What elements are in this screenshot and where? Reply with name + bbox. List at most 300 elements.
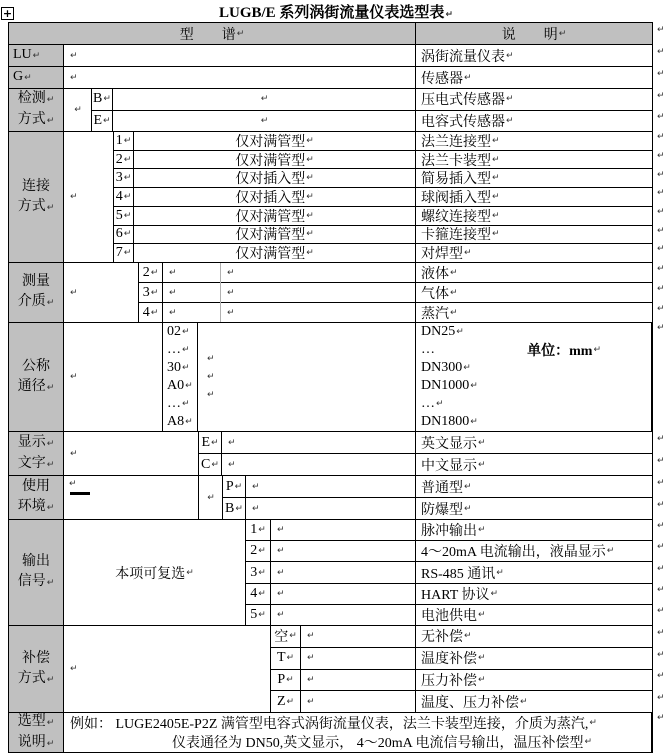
label-text: 使用 xyxy=(22,479,50,494)
code-text: 7 xyxy=(115,245,123,261)
paragraph-mark: ↵ xyxy=(70,287,78,298)
section-output xyxy=(9,520,652,626)
output-desc-col xyxy=(416,520,652,625)
paragraph-mark: ↵ xyxy=(207,390,215,400)
desc-text: DN25 xyxy=(421,324,456,339)
label-text: 方式 xyxy=(17,670,46,686)
code-text: 2 xyxy=(250,543,258,559)
desc-text: 无补偿 xyxy=(421,630,463,646)
paragraph-mark: ↵ xyxy=(252,503,260,514)
paragraph-mark: ↵ xyxy=(258,588,266,599)
code-text: 4 xyxy=(142,304,150,320)
desc-text: 中文显示 xyxy=(421,458,477,474)
paragraph-mark: ↵ xyxy=(258,525,266,536)
code-text: … xyxy=(167,396,181,411)
section-detect-method xyxy=(9,89,652,132)
code-text: B xyxy=(93,91,103,107)
page-title xyxy=(0,1,672,22)
output-filler-col xyxy=(271,520,416,625)
paragraph-mark: ↵ xyxy=(506,115,514,126)
display-filler-col xyxy=(222,432,416,475)
display-desc-col xyxy=(416,432,652,475)
env-label xyxy=(9,476,64,519)
paragraph-mark: ↵ xyxy=(657,170,665,180)
medium-desc-col xyxy=(416,263,652,322)
paragraph-mark: ↵ xyxy=(277,567,285,578)
label-text: 补偿 xyxy=(22,650,50,666)
paragraph-mark: ↵ xyxy=(46,116,55,126)
paragraph-mark: ↵ xyxy=(70,192,78,202)
title-text: LUGB/E 系列涡街流量仪表选型表 xyxy=(219,5,445,21)
paragraph-mark: ↵ xyxy=(123,210,132,221)
paragraph-mark: ↵ xyxy=(492,135,500,146)
selection-table xyxy=(8,22,653,753)
desc-text: DN300 xyxy=(421,360,463,375)
merge-cell xyxy=(64,132,114,262)
desc-text: 传感器 xyxy=(421,71,463,87)
paragraph-mark: ↵ xyxy=(227,267,235,278)
env-desc-col xyxy=(416,476,652,519)
note-text: 仅对满管型 xyxy=(235,228,306,244)
paragraph-mark: ↵ xyxy=(182,399,190,409)
paragraph-mark: ↵ xyxy=(657,188,665,198)
paragraph-mark: ↵ xyxy=(69,479,77,489)
paragraph-mark: ↵ xyxy=(182,345,190,355)
code-text: 1 xyxy=(250,522,258,538)
paragraph-mark: ↵ xyxy=(46,95,55,105)
code-text: 6 xyxy=(115,226,123,242)
output-label xyxy=(9,520,64,625)
paragraph-mark: ↵ xyxy=(70,50,78,61)
paragraph-mark: ↵ xyxy=(606,546,615,557)
paragraph-mark: ↵ xyxy=(46,438,55,449)
connect-code-col xyxy=(114,132,134,262)
paragraph-mark: ↵ xyxy=(46,298,55,308)
desc-cell xyxy=(416,45,652,66)
note-text: 仅对满管型 xyxy=(235,247,306,263)
code-text: 1 xyxy=(115,132,123,148)
empty-cell xyxy=(64,45,416,66)
paragraph-mark: ↵ xyxy=(32,51,41,61)
medium-code-col xyxy=(139,263,163,322)
paragraph-mark: ↵ xyxy=(657,244,665,254)
paragraph-mark: ↵ xyxy=(123,173,132,184)
paragraph-mark: ↵ xyxy=(445,10,453,20)
paragraph-mark: ↵ xyxy=(657,434,665,444)
paragraph-mark: ↵ xyxy=(258,567,266,578)
code-text: B xyxy=(225,500,235,516)
paragraph-mark: ↵ xyxy=(436,399,444,409)
paragraph-mark: ↵ xyxy=(478,437,486,448)
paragraph-mark: ↵ xyxy=(286,696,295,707)
label-text: 方式 xyxy=(17,112,46,127)
paragraph-mark: ↵ xyxy=(228,459,236,470)
paragraph-mark: ↵ xyxy=(657,91,665,101)
desc-text: 普通型 xyxy=(421,480,463,496)
paragraph-mark: ↵ xyxy=(492,210,500,221)
desc-text: 压力补偿 xyxy=(421,673,477,689)
paragraph-mark: ↵ xyxy=(260,94,269,105)
desc-text: HART 协议 xyxy=(421,587,490,603)
paragraph-mark: ↵ xyxy=(307,696,315,707)
merge-cell xyxy=(64,323,163,431)
label-text: 信号 xyxy=(17,574,46,589)
paragraph-mark: ↵ xyxy=(306,192,314,203)
desc-text: DN1800 xyxy=(421,414,470,429)
paragraph-mark: ↵ xyxy=(286,674,294,685)
comp-desc-col xyxy=(416,626,652,712)
paragraph-mark: ↵ xyxy=(286,653,295,664)
medium-label xyxy=(9,263,64,322)
desc-text: 温度、压力补偿 xyxy=(421,695,519,711)
section-diameter xyxy=(9,323,652,432)
g-code-cell xyxy=(9,67,64,88)
label-text: 方式 xyxy=(17,198,46,214)
paragraph-mark: ↵ xyxy=(207,354,215,364)
paragraph-mark: ↵ xyxy=(657,284,665,294)
note-text: 本项可复选 xyxy=(115,566,186,582)
label-text: 连接 xyxy=(22,178,50,194)
row-g xyxy=(9,67,652,89)
label-text: 公称 xyxy=(22,358,50,374)
paragraph-mark: ↵ xyxy=(657,564,665,574)
code-text: P xyxy=(277,671,286,687)
paragraph-mark: ↵ xyxy=(150,307,159,318)
medium-filler-col-a xyxy=(163,263,221,322)
paragraph-mark: ↵ xyxy=(70,664,78,674)
paragraph-mark: ↵ xyxy=(657,542,665,552)
code-text: 3 xyxy=(115,170,123,186)
paragraph-mark: ↵ xyxy=(306,135,314,146)
code-text: LU xyxy=(13,47,32,62)
env-wide-cell xyxy=(64,476,199,519)
diameter-desc-cell xyxy=(416,323,652,431)
diameter-label xyxy=(9,323,64,431)
paragraph-mark: ↵ xyxy=(123,229,132,240)
code-text: A0 xyxy=(167,378,185,393)
code-text: T xyxy=(276,650,286,666)
paragraph-mark: ↵ xyxy=(46,202,55,213)
desc-text: 4～20mA 电流输出，液晶显示 xyxy=(421,545,606,561)
desc-text: 球阀插入型 xyxy=(421,191,491,207)
note-label xyxy=(9,713,64,752)
desc-text: 涡街流量仪表 xyxy=(421,49,505,65)
paragraph-mark: ↵ xyxy=(277,588,285,599)
paragraph-mark: ↵ xyxy=(657,47,665,57)
paragraph-mark: ↵ xyxy=(657,500,665,510)
paragraph-mark: ↵ xyxy=(150,267,159,278)
detect-filler-col xyxy=(113,89,416,131)
paragraph-mark: ↵ xyxy=(657,207,665,217)
paragraph-mark: ↵ xyxy=(46,717,55,728)
paragraph-mark: ↵ xyxy=(46,578,55,588)
header-description xyxy=(416,23,652,44)
desc-text: RS-485 通讯 xyxy=(421,566,496,582)
paragraph-mark: ↵ xyxy=(306,229,314,240)
medium-filler-col-b xyxy=(221,263,416,322)
code-text: 4 xyxy=(115,189,123,205)
paragraph-mark: ↵ xyxy=(277,546,285,557)
paragraph-mark: ↵ xyxy=(470,417,478,427)
header-model-spectrum xyxy=(9,23,416,44)
table-move-handle-icon[interactable]: + xyxy=(2,7,13,20)
paragraph-mark: ↵ xyxy=(227,287,235,298)
display-label xyxy=(9,432,64,475)
desc-text: 螺纹连接型 xyxy=(421,209,491,225)
merge-cell xyxy=(64,432,199,475)
paragraph-mark: ↵ xyxy=(307,674,315,685)
paragraph-mark: ↵ xyxy=(186,567,194,578)
merge-cell xyxy=(64,626,271,712)
paragraph-mark: ↵ xyxy=(46,503,55,513)
paragraph-mark: ↵ xyxy=(657,323,665,333)
connect-label xyxy=(9,132,64,262)
paragraph-mark: ↵ xyxy=(306,248,314,259)
desc-text: 压电式传感器 xyxy=(421,93,505,109)
paragraph-mark: ↵ xyxy=(490,588,499,599)
desc-text: 卡箍连接型 xyxy=(421,228,491,244)
label-text: 显示 xyxy=(17,434,46,450)
paragraph-mark: ↵ xyxy=(103,94,111,105)
paragraph-mark: ↵ xyxy=(478,525,486,536)
paragraph-mark: ↵ xyxy=(123,154,132,165)
code-text: 空 xyxy=(274,630,289,646)
paragraph-mark: ↵ xyxy=(258,546,266,557)
paragraph-mark: ↵ xyxy=(450,267,458,278)
code-text: P xyxy=(225,478,234,494)
paragraph-mark: ↵ xyxy=(464,481,472,492)
paragraph-mark: ↵ xyxy=(584,737,592,747)
paragraph-mark: ↵ xyxy=(307,653,315,664)
paragraph-mark: ↵ xyxy=(464,503,472,514)
code-text: 30 xyxy=(167,360,181,375)
paragraph-mark: ↵ xyxy=(211,459,219,470)
code-text: 2 xyxy=(115,151,123,167)
paragraph-mark: ↵ xyxy=(496,567,504,578)
paragraph-mark: ↵ xyxy=(593,345,601,355)
paragraph-mark: ↵ xyxy=(228,437,236,448)
paragraph-mark: ↵ xyxy=(657,713,665,723)
diameter-filler-cell xyxy=(198,323,416,431)
label-text: 介质 xyxy=(17,294,46,309)
paragraph-mark: ↵ xyxy=(478,653,486,664)
note-text: 仅对插入型 xyxy=(235,191,306,207)
detect-code-col xyxy=(92,89,113,131)
paragraph-mark: ↵ xyxy=(657,69,665,79)
connect-desc-col xyxy=(416,132,652,262)
comp-filler-col xyxy=(301,626,416,712)
paragraph-mark: ↵ xyxy=(150,287,159,298)
merge-cell xyxy=(199,476,223,519)
paragraph-mark: ↵ xyxy=(46,738,55,749)
code-text: 2 xyxy=(142,264,150,280)
desc-text: 蒸汽 xyxy=(421,306,449,322)
label-text: 检测 xyxy=(17,91,46,106)
paragraph-mark: ↵ xyxy=(657,671,665,681)
section-display xyxy=(9,432,652,476)
paragraph-mark: ↵ xyxy=(211,437,219,448)
paragraph-mark: ↵ xyxy=(657,521,665,531)
code-text: 3 xyxy=(250,564,258,580)
paragraph-mark: ↵ xyxy=(185,381,193,391)
code-text: 5 xyxy=(115,207,123,223)
section-medium xyxy=(9,263,652,323)
paragraph-mark: ↵ xyxy=(478,459,486,470)
desc-text: 液体 xyxy=(421,266,449,282)
label-text: 环境 xyxy=(17,499,46,514)
code-text: 3 xyxy=(142,284,150,300)
paragraph-mark: ↵ xyxy=(492,173,500,184)
comp-label xyxy=(9,626,64,712)
paragraph-mark: ↵ xyxy=(657,151,665,161)
paragraph-mark: ↵ xyxy=(478,674,486,685)
paragraph-mark: ↵ xyxy=(306,173,314,184)
paragraph-mark: ↵ xyxy=(506,94,514,105)
paragraph-mark: ↵ xyxy=(456,327,464,337)
desc-text: 电容式传感器 xyxy=(421,114,505,130)
paragraph-mark: ↵ xyxy=(657,304,665,314)
code-text: … xyxy=(167,342,181,357)
desc-text: 电池供电 xyxy=(421,608,477,624)
section-environment xyxy=(9,476,652,520)
paragraph-mark: ↵ xyxy=(520,696,528,707)
paragraph-mark: ↵ xyxy=(463,363,471,373)
paragraph-mark: ↵ xyxy=(123,248,132,259)
paragraph-mark: ↵ xyxy=(306,210,314,221)
paragraph-mark: ↵ xyxy=(464,631,472,642)
paragraph-mark: ↵ xyxy=(492,229,500,240)
output-code-col xyxy=(246,520,271,625)
paragraph-mark: ↵ xyxy=(470,381,478,391)
env-filler-col xyxy=(246,476,416,519)
desc-text: 法兰卡装型 xyxy=(421,153,491,169)
merge-cell xyxy=(64,89,92,131)
section-selection-note xyxy=(9,713,652,752)
note-text-line1: 例如： LUGE2405E-P2Z 满管型电容式涡街流量仪表，法兰卡装型连接，介质为蒸汽, xyxy=(70,717,589,732)
paragraph-mark: ↵ xyxy=(207,372,215,382)
desc-text: 英文显示 xyxy=(421,436,477,452)
desc-text: 对焊型 xyxy=(421,247,463,263)
note-text: 仅对满管型 xyxy=(235,153,306,169)
paragraph-mark: ↵ xyxy=(182,327,190,337)
paragraph-mark: ↵ xyxy=(478,609,486,620)
paragraph-mark: ↵ xyxy=(182,363,190,373)
paragraph-mark: ↵ xyxy=(169,307,177,318)
lu-code-cell xyxy=(9,45,64,66)
paragraph-mark: ↵ xyxy=(252,481,260,492)
detect-label xyxy=(9,89,64,131)
note-content-cell xyxy=(64,713,652,752)
label-text: 测量 xyxy=(22,274,50,289)
desc-text: 气体 xyxy=(421,286,449,302)
paragraph-mark: ↵ xyxy=(103,115,111,126)
paragraph-mark: ↵ xyxy=(123,135,132,146)
paragraph-mark: ↵ xyxy=(657,112,665,122)
paragraph-mark: ↵ xyxy=(123,192,132,203)
paragraph-mark: ↵ xyxy=(70,448,78,459)
table-header-row xyxy=(9,23,652,45)
paragraph-mark: ↵ xyxy=(450,307,458,318)
desc-text: … xyxy=(421,342,435,357)
paragraph-mark: ↵ xyxy=(169,267,177,278)
label-text: 文字 xyxy=(17,455,46,471)
header-text: 型 谱 xyxy=(179,27,236,43)
paragraph-mark: ↵ xyxy=(207,492,215,503)
row-lu xyxy=(9,45,652,67)
comp-code-col xyxy=(271,626,301,712)
paragraph-mark: ↵ xyxy=(657,132,665,142)
desc-text: 脉冲输出 xyxy=(421,524,477,540)
paragraph-mark: ↵ xyxy=(589,718,597,728)
code-text: 5 xyxy=(250,606,258,622)
note-text-line2: 仪表通径为 DN50,英文显示， 4～20mA 电流信号输出，温压补偿型 xyxy=(172,736,584,751)
diameter-code-cell xyxy=(163,323,198,431)
desc-text: 防爆型 xyxy=(421,502,463,518)
label-text: 输出 xyxy=(22,554,50,569)
paragraph-mark: ↵ xyxy=(277,609,285,620)
dash-mark xyxy=(70,492,90,495)
desc-text: 温度补偿 xyxy=(421,652,477,668)
paragraph-mark: ↵ xyxy=(169,287,177,298)
note-text: 仅对满管型 xyxy=(235,134,306,150)
detect-desc-col xyxy=(416,89,652,131)
paragraph-mark: ↵ xyxy=(258,609,266,620)
code-text: E xyxy=(201,434,210,450)
paragraph-mark: ↵ xyxy=(260,115,269,126)
label-text: 通径 xyxy=(17,378,46,394)
header-text: 说 明 xyxy=(501,27,558,43)
paragraph-mark: ↵ xyxy=(46,674,55,685)
desc-cell xyxy=(416,67,652,88)
code-text: 4 xyxy=(250,585,258,601)
paragraph-mark: ↵ xyxy=(558,28,567,39)
paragraph-mark: ↵ xyxy=(450,287,458,298)
desc-text: DN1000 xyxy=(421,378,470,393)
paragraph-mark: ↵ xyxy=(70,372,78,382)
section-compensation xyxy=(9,626,652,713)
desc-text: 法兰连接型 xyxy=(421,134,491,150)
paragraph-mark: ↵ xyxy=(236,28,245,39)
paragraph-mark: ↵ xyxy=(657,226,665,236)
code-text: G xyxy=(13,69,24,84)
paragraph-mark: ↵ xyxy=(46,382,55,393)
paragraph-mark: ↵ xyxy=(306,154,314,165)
paragraph-mark: ↵ xyxy=(657,478,665,488)
display-code-col xyxy=(199,432,222,475)
paragraph-mark: ↵ xyxy=(657,456,665,466)
label-text: 选型 xyxy=(17,713,46,729)
code-text: C xyxy=(201,456,211,472)
paragraph-mark: ↵ xyxy=(657,585,665,595)
paragraph-mark: ↵ xyxy=(657,693,665,703)
paragraph-mark: ↵ xyxy=(657,25,665,35)
section-connect-type xyxy=(9,132,652,263)
paragraph-mark: ↵ xyxy=(464,72,472,83)
paragraph-mark: ↵ xyxy=(506,50,514,61)
desc-text: … xyxy=(421,396,435,411)
paragraph-mark: ↵ xyxy=(464,248,472,259)
unit-note: 单位：mm xyxy=(527,344,593,359)
code-text: Z xyxy=(276,693,286,709)
paragraph-mark: ↵ xyxy=(70,72,78,83)
label-text: 说明 xyxy=(17,734,46,750)
paragraph-mark: ↵ xyxy=(657,264,665,274)
env-code-col xyxy=(223,476,246,519)
code-text: A8 xyxy=(167,414,185,429)
paragraph-mark: ↵ xyxy=(235,503,243,514)
paragraph-mark: ↵ xyxy=(227,307,235,318)
merge-cell xyxy=(64,263,139,322)
